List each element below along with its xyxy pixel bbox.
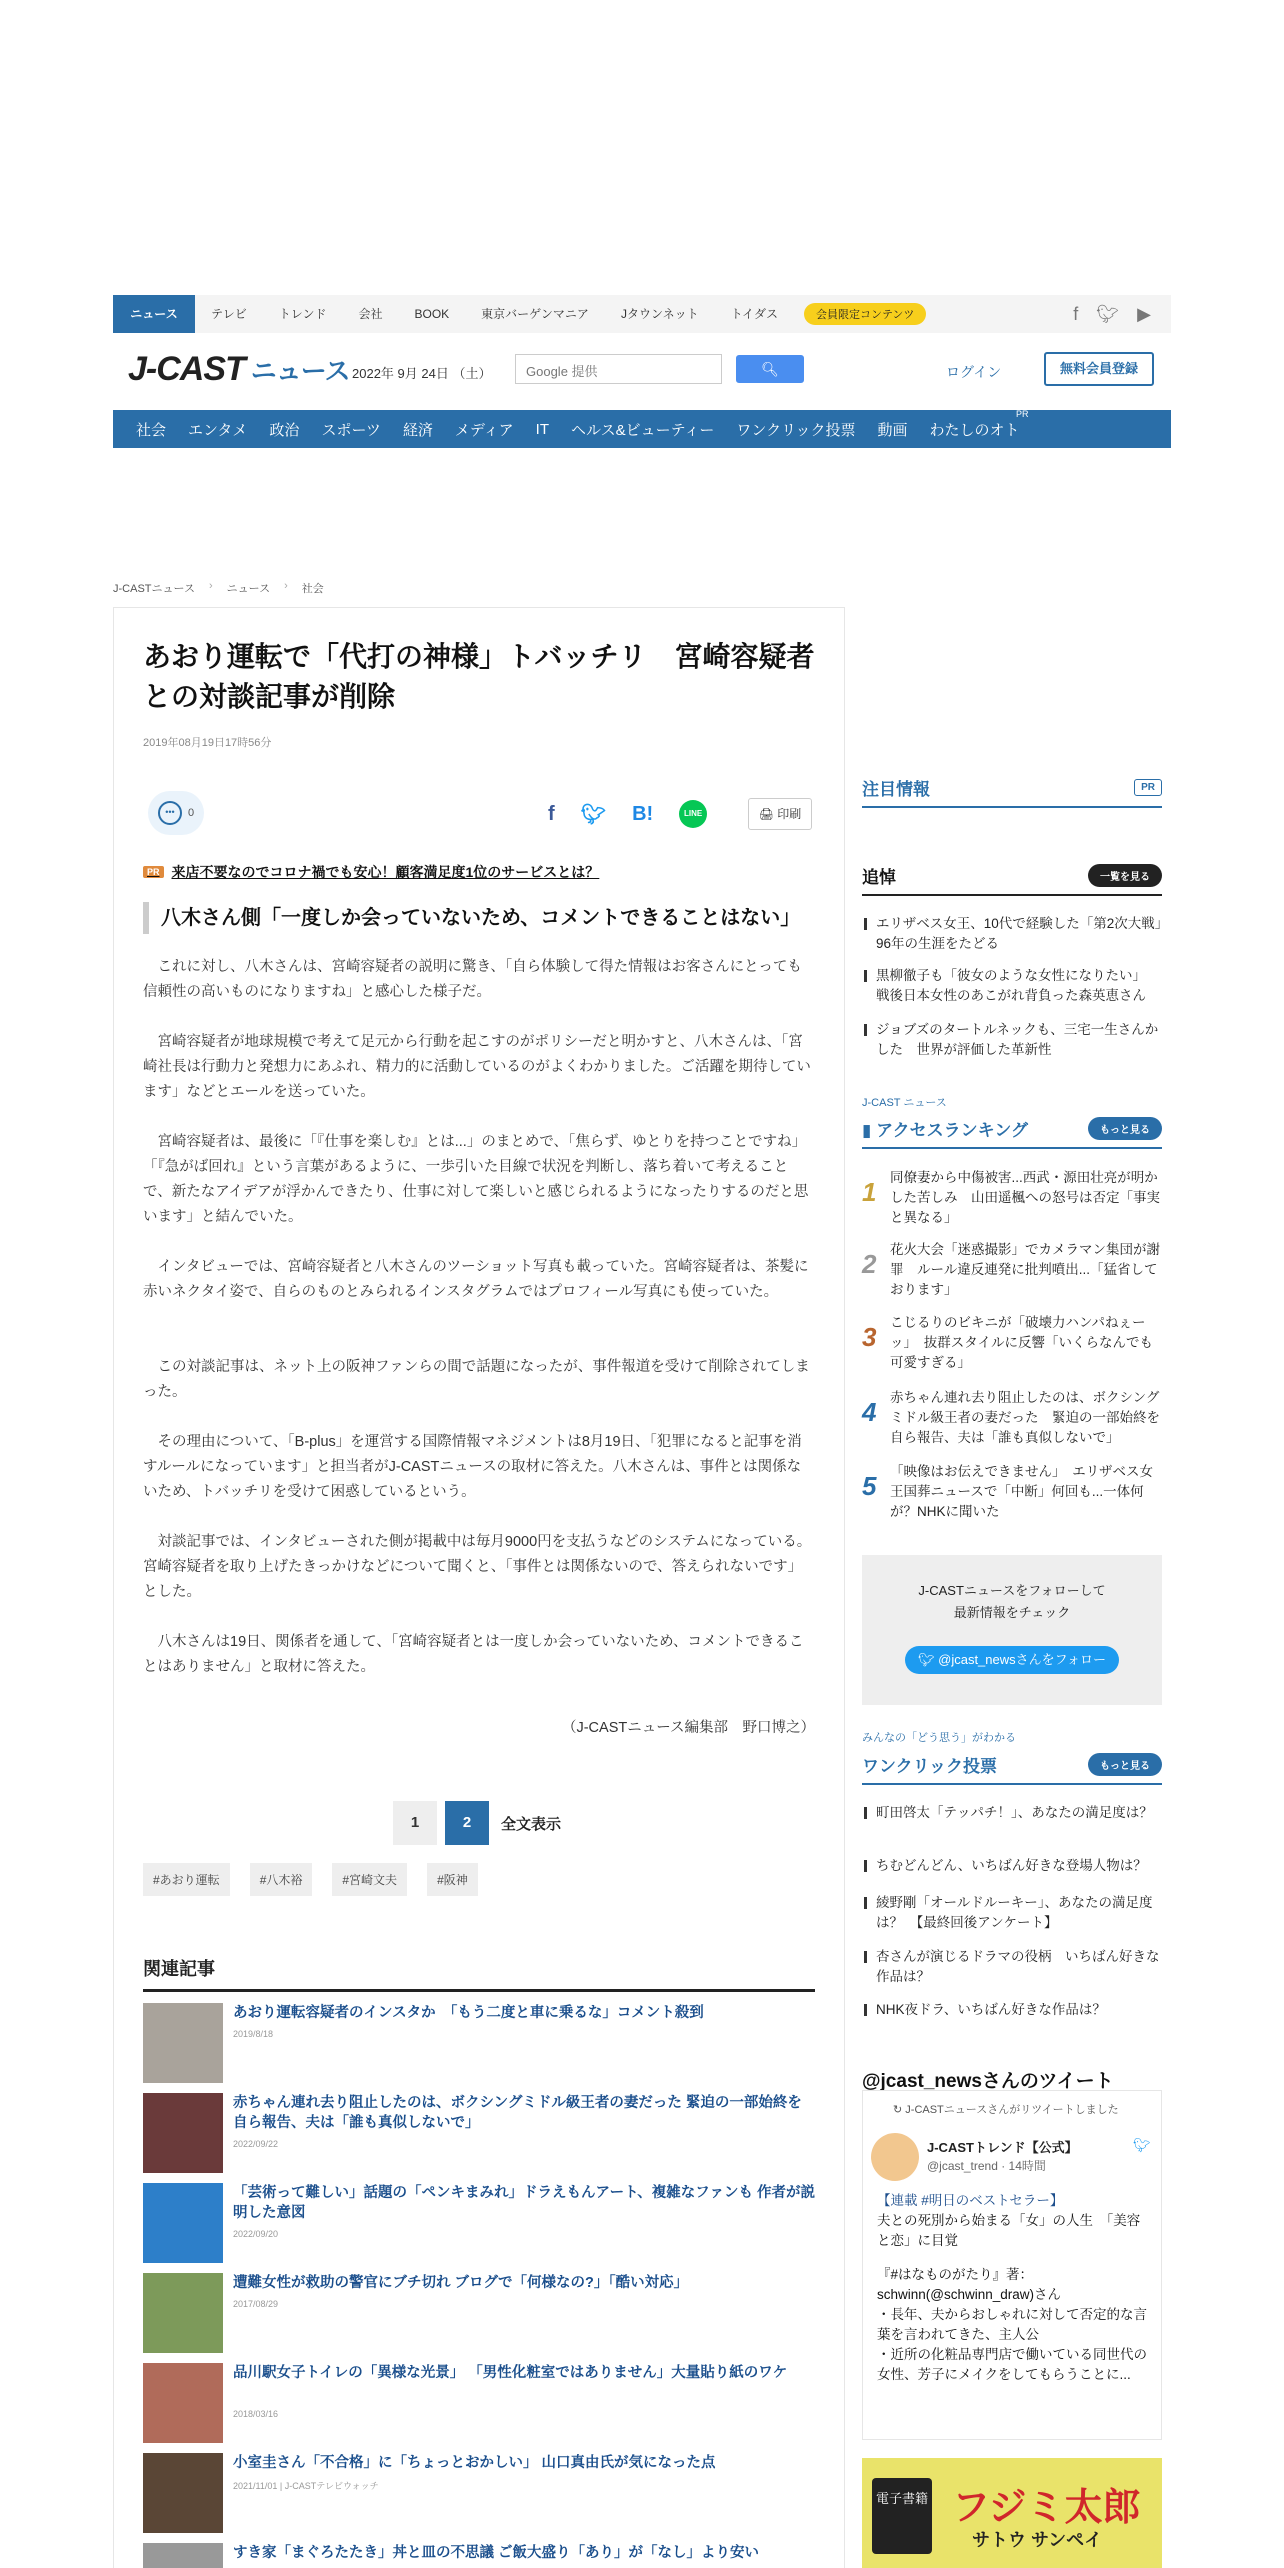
tsuito-heading: 追悼 一覧を見る bbox=[862, 863, 1162, 896]
promo-author: サトウ サンペイ bbox=[972, 2530, 1103, 2550]
twitter-follow-button[interactable]: 🐦︎ @jcast_newsさんをフォロー bbox=[905, 1646, 1119, 1674]
breadcrumb: J-CASTニュース › ニュース › 社会 bbox=[113, 580, 324, 595]
nav-politics[interactable]: 政治 bbox=[269, 421, 300, 439]
ranking-icon: ▮ bbox=[862, 1121, 877, 1140]
facebook-icon[interactable]: f bbox=[1073, 303, 1079, 324]
tsuito-item[interactable]: ジョブズのタートルネックも、三宅一生さんかした 世界が評価した革新性 bbox=[862, 1020, 1162, 1060]
tsuito-more-button[interactable]: 一覧を見る bbox=[1088, 864, 1162, 887]
hatena-bookmark-icon[interactable]: B! bbox=[632, 802, 654, 825]
twitter-share-icon[interactable]: 🐦︎ bbox=[580, 803, 607, 826]
article-paragraph: その理由について、「B-plus」を運営する国際情報マネジメントは8月19日、「犯罪になると記事を消すルールになっています」と担当者がJ-CASTニュースの取材に答えた。八木さんは、事件とは関係ないため、トバッチリを受けて困惑しているという。 bbox=[143, 1434, 802, 1500]
article-paragraph: 八木さんは19日、関係者を通して、「宮崎容疑者とは一度しか会っていないため、コメントできることはありません」と取材に答えた。 bbox=[143, 1634, 804, 1675]
tweet-handle: @jcast_trend · 14時間 bbox=[927, 2159, 1046, 2173]
tag-list bbox=[143, 1863, 478, 1896]
nav-media[interactable]: メディア bbox=[454, 421, 514, 439]
related-item[interactable]: 赤ちゃん連れ去り阻止したのは、ボクシングミドル級王者の妻だった 緊迫の一部始終を自ら報告、夫は「誰も真似しないで」 2022/09/22 bbox=[143, 2093, 815, 2173]
nav-economy[interactable]: 経済 bbox=[402, 421, 433, 439]
ranking-item[interactable]: 1 同僚妻から中傷被害...西武・源田壮亮が明かした苦しみ 山田遥楓への怒号は否定「事実と異なる」 bbox=[862, 1170, 1160, 1225]
related-thumbnail bbox=[143, 2273, 223, 2353]
related-thumbnail bbox=[143, 2543, 223, 2568]
nav-entame[interactable]: エンタメ bbox=[188, 421, 248, 439]
ranking-eyebrow: J-CAST ニュース bbox=[862, 1097, 947, 1109]
nav-watashi-no-oto[interactable]: わたしのオト PR bbox=[929, 408, 1029, 439]
related-item[interactable]: 小室圭さん「不合格」に「ちょっとおかしい」 山口真由氏が気になった点 2021/11/01 | J-CASTテレビウォッチ bbox=[143, 2453, 815, 2533]
topnav-toidas[interactable]: トイダス bbox=[730, 307, 778, 321]
related-thumbnail bbox=[143, 2003, 223, 2083]
article-paragraph: この対談記事は、ネット上の阪神ファンらの間で話題になったが、事件報道を受けて削除されてしまった。 bbox=[143, 1359, 810, 1400]
current-date: 2022年 9月 24日 （土） bbox=[352, 366, 492, 381]
pr-label: PR bbox=[1016, 408, 1029, 419]
nav-society[interactable]: 社会 bbox=[136, 421, 167, 439]
tag-link[interactable]: #宮崎文夫 bbox=[332, 1863, 407, 1896]
register-button[interactable]: 無料会員登録 bbox=[1044, 352, 1154, 386]
page-1-link[interactable]: 1 bbox=[393, 1801, 437, 1845]
avatar bbox=[871, 2133, 919, 2181]
tag-link[interactable]: #阪神 bbox=[427, 1863, 478, 1896]
pagination bbox=[393, 1801, 561, 1845]
vote-eyebrow: みんなの「どう思う」がわかる bbox=[862, 1732, 1016, 1744]
ebook-promo-banner[interactable] bbox=[862, 2458, 1162, 2568]
twitter-icon: 🐦︎ bbox=[918, 1652, 939, 1667]
topnav-tv[interactable]: テレビ bbox=[211, 307, 247, 321]
related-thumbnail bbox=[143, 2363, 223, 2443]
promo-title: フジミ太郎 bbox=[952, 2487, 1141, 2529]
pr-link[interactable]: PR 来店不要なのでコロナ禍でも安心！顧客満足度1位のサービスとは？ bbox=[143, 862, 599, 882]
vote-item[interactable]: 町田啓太「テッパチ！」、あなたの満足度は？ bbox=[862, 1803, 1162, 1823]
full-text-link[interactable]: 全文表示 bbox=[501, 1815, 562, 1833]
pr-badge: PR bbox=[143, 866, 164, 878]
main-nav bbox=[113, 410, 1171, 448]
ranking-item[interactable]: 3 こじるりのビキニが「破壊力ハンパねぇーッ」 抜群スタイルに反響「いくらなんでも可愛すぎる」 bbox=[862, 1315, 1153, 1370]
related-item[interactable]: 「芸術って難しい」話題の「ペンキまみれ」ドラえもんアート、複雑なファンも 作者が説明した意図 2022/09/20 bbox=[143, 2183, 815, 2263]
login-link[interactable]: ログイン bbox=[946, 364, 1002, 380]
breadcrumb-news[interactable]: ニュース bbox=[226, 583, 271, 595]
topnav-news[interactable]: ニュース bbox=[113, 295, 195, 333]
vote-item[interactable]: 杏さんが演じるドラマの役柄 いちばん好きな作品は？ bbox=[862, 1947, 1162, 1987]
article-paragraph: これに対し、八木さんは、宮崎容疑者の説明に驚き、「自ら体験して得た情報はお客さんにとっても信頼性の高いものになりますね」と感心した様子だ。 bbox=[143, 959, 802, 1000]
related-item[interactable]: あおり運転容疑者のインスタか 「もう二度と車に乗るな」コメント殺到 2019/8/18 bbox=[143, 2003, 815, 2083]
facebook-share-icon[interactable]: f bbox=[548, 802, 555, 825]
related-item[interactable]: 品川駅女子トイレの「異様な光景」 「男性化粧室ではありません」大量貼り紙のワケ 2018/03/16 bbox=[143, 2363, 815, 2443]
ranking-item[interactable]: 4 赤ちゃん連れ去り阻止したのは、ボクシングミドル級王者の妻だった 緊迫の一部始終を自ら報告、夫は「誰も真似しないで」 bbox=[862, 1390, 1160, 1445]
youtube-icon[interactable]: ▶ bbox=[1137, 303, 1151, 324]
nav-oneclick-vote[interactable]: ワンクリック投票 bbox=[736, 421, 856, 439]
tag-link[interactable]: #八木裕 bbox=[250, 1863, 313, 1896]
ranking-more-button[interactable]: もっと見る bbox=[1088, 1117, 1162, 1140]
twitter-icon[interactable]: 🐦︎ bbox=[1096, 303, 1120, 324]
twitter-icon: 🐦︎ bbox=[1133, 2137, 1151, 2153]
print-icon: 🖨︎ bbox=[758, 807, 778, 821]
chumoku-heading: 注目情報 PR bbox=[862, 775, 1162, 808]
member-content-button[interactable]: 会員限定コンテンツ bbox=[804, 303, 926, 325]
tweet-author[interactable]: J-CASTトレンド【公式】 bbox=[927, 2140, 1078, 2155]
vote-item[interactable]: ちむどんどん、いちばん好きな登場人物は？ bbox=[862, 1856, 1162, 1876]
search-button[interactable] bbox=[736, 355, 804, 383]
vote-item[interactable]: NHK夜ドラ、いちばん好きな作品は？ bbox=[862, 2000, 1162, 2020]
vote-heading: ワンクリック投票 もっと見る bbox=[862, 1752, 1162, 1785]
ebook-label: 電子書籍 bbox=[872, 2478, 932, 2554]
article-title: あおり運転で「代打の神様」トバッチリ 宮崎容疑者との対談記事が削除 bbox=[143, 641, 815, 712]
comment-icon: ••• bbox=[158, 801, 182, 825]
article-paragraph: インタビューでは、宮崎容疑者と八木さんのツーショット写真も載っていた。宮崎容疑者は、茶髪に赤いネクタイ姿で、自らのものとみられるインスタグラムではプロフィール写真にも使っていた。 bbox=[143, 1259, 809, 1300]
related-thumbnail bbox=[143, 2093, 223, 2173]
site-logo[interactable]: J-CAST ニュース bbox=[128, 350, 350, 388]
page-2-link[interactable]: 2 bbox=[445, 1801, 489, 1845]
article-byline: （J-CASTニュース編集部 野口博之） bbox=[561, 1720, 815, 1736]
follow-box bbox=[862, 1555, 1162, 1705]
article-paragraph: 宮崎容疑者が地球規模で考えて足元から行動を起こすのがポリシーだと明かすと、八木さんは、「宮崎社長は行動力と発想力にあふれ、精力的に活動しているのがよくわかりました。ご活躍を期待しています」などとエールを送っていた。 bbox=[143, 1034, 811, 1100]
ranking-heading: ▮ アクセスランキング もっと見る bbox=[862, 1116, 1162, 1149]
breadcrumb-home[interactable]: J-CASTニュース bbox=[113, 583, 195, 595]
retweet-label: ↻ J-CASTニュースさんがリツイートしました bbox=[893, 2104, 1119, 2116]
topnav-jtown[interactable]: Jタウンネット bbox=[620, 307, 699, 321]
pr-badge: PR bbox=[1134, 779, 1162, 796]
breadcrumb-society[interactable]: 社会 bbox=[301, 583, 324, 595]
nav-sports[interactable]: スポーツ bbox=[321, 421, 381, 439]
vote-item[interactable]: 綾野剛「オールドルーキー」、あなたの満足度は？ 【最終回後アンケート】 bbox=[862, 1893, 1162, 1933]
top-nav bbox=[113, 295, 1171, 333]
tsuito-item[interactable]: エリザベス女王、10代で経験した「第2次大戦」 96年の生涯をたどる bbox=[862, 914, 1162, 954]
twitter-timeline[interactable] bbox=[862, 2090, 1162, 2440]
nav-health-beauty[interactable]: ヘルス&ビューティー bbox=[571, 421, 715, 439]
article-paragraph: 対談記事では、インタビューされた側が掲載中は毎月9000円を支払うなどのシステムになっている。宮崎容疑者を取り上げたきっかけなどについて聞くと、「事件とは関係ないので、答えられないです」とした。 bbox=[143, 1534, 812, 1600]
print-button[interactable]: 🖨︎ 印刷 bbox=[748, 798, 812, 830]
search-icon: 🔍︎ bbox=[761, 361, 779, 377]
tweet-body: 【連載 #明日のベストセラー】 夫との死別から始まる「女」の人生 「美容と恋」に目覚 『#はなものがたり』著：schwinn(@schwinn_draw)さん ・長年、夫からおしゃれに対して否定的な言葉を言われてきた、主人公 ・近所の化粧品専門店で働いている同世代の女性、芳子にメイクをしてもらうことに... bbox=[877, 2193, 1147, 2382]
related-thumbnail bbox=[143, 2453, 223, 2533]
tweets-heading: @jcast_newsさんのツイート bbox=[862, 2071, 1114, 2092]
nav-it[interactable]: IT bbox=[535, 420, 550, 438]
related-item[interactable]: すき家「まぐろたたき」丼と皿の不思議 ご飯大盛り「あり」が「なし」より安い bbox=[143, 2543, 815, 2568]
topnav-company[interactable]: 会社 bbox=[358, 307, 383, 321]
tsuito-item[interactable]: 黒柳徹子も「彼女のような女性になりたい」 戦後日本女性のあこがれ背負った森英恵さん bbox=[862, 966, 1162, 1006]
topnav-book[interactable]: BOOK bbox=[414, 307, 450, 321]
follow-text: J-CASTニュースをフォローして 最新情報をチェック bbox=[918, 1583, 1106, 1620]
topnav-trend[interactable]: トレンド bbox=[278, 307, 327, 321]
topnav-bargain[interactable]: 東京バーゲンマニア bbox=[481, 307, 589, 321]
article-date: 2019年08月19日17時56分 bbox=[143, 737, 272, 749]
search-input[interactable]: Google 提供 bbox=[515, 354, 722, 384]
share-buttons bbox=[548, 800, 707, 828]
line-share-icon[interactable]: LINE bbox=[679, 800, 707, 828]
tag-link[interactable]: #あおり運転 bbox=[143, 1863, 230, 1896]
article-subheading: 八木さん側「一度しか会っていないため、コメントできることはない」 bbox=[143, 902, 815, 934]
comment-button[interactable]: ••• 0 bbox=[148, 791, 204, 835]
related-thumbnail bbox=[143, 2183, 223, 2263]
related-heading: 関連記事 bbox=[143, 1955, 815, 1992]
vote-more-button[interactable]: もっと見る bbox=[1088, 1753, 1162, 1776]
article-paragraph: 宮崎容疑者は、最後に「『仕事を楽しむ』とは...」のまとめで、「焦らず、ゆとりを持つことですね」「『急がば回れ』という言葉があるように、一歩引いた目線で状況を判断し、落ち着いて考えることで、新たなアイデアが浮かんできたり、仕事に対して楽しいと感じられるようになったりするのだと思います」と結んでいた。 bbox=[143, 1134, 809, 1225]
ranking-item[interactable]: 5 「映像はお伝えできません」 エリザベス女王国葬ニュースで「中断」何回も...一体何が？NHKに聞いた bbox=[862, 1464, 1153, 1519]
ranking-item[interactable]: 2 花火大会「迷惑撮影」でカメラマン集団が謝罪 ルール違反連発に批判噴出...「猛省しております」 bbox=[862, 1242, 1160, 1297]
nav-video[interactable]: 動画 bbox=[877, 421, 908, 439]
related-item[interactable]: 遭難女性が救助の警官にブチ切れ ブログで「何様なの?」「酷い対応」 2017/08/29 bbox=[143, 2273, 815, 2353]
retweet-icon: ↻ bbox=[893, 2104, 906, 2116]
